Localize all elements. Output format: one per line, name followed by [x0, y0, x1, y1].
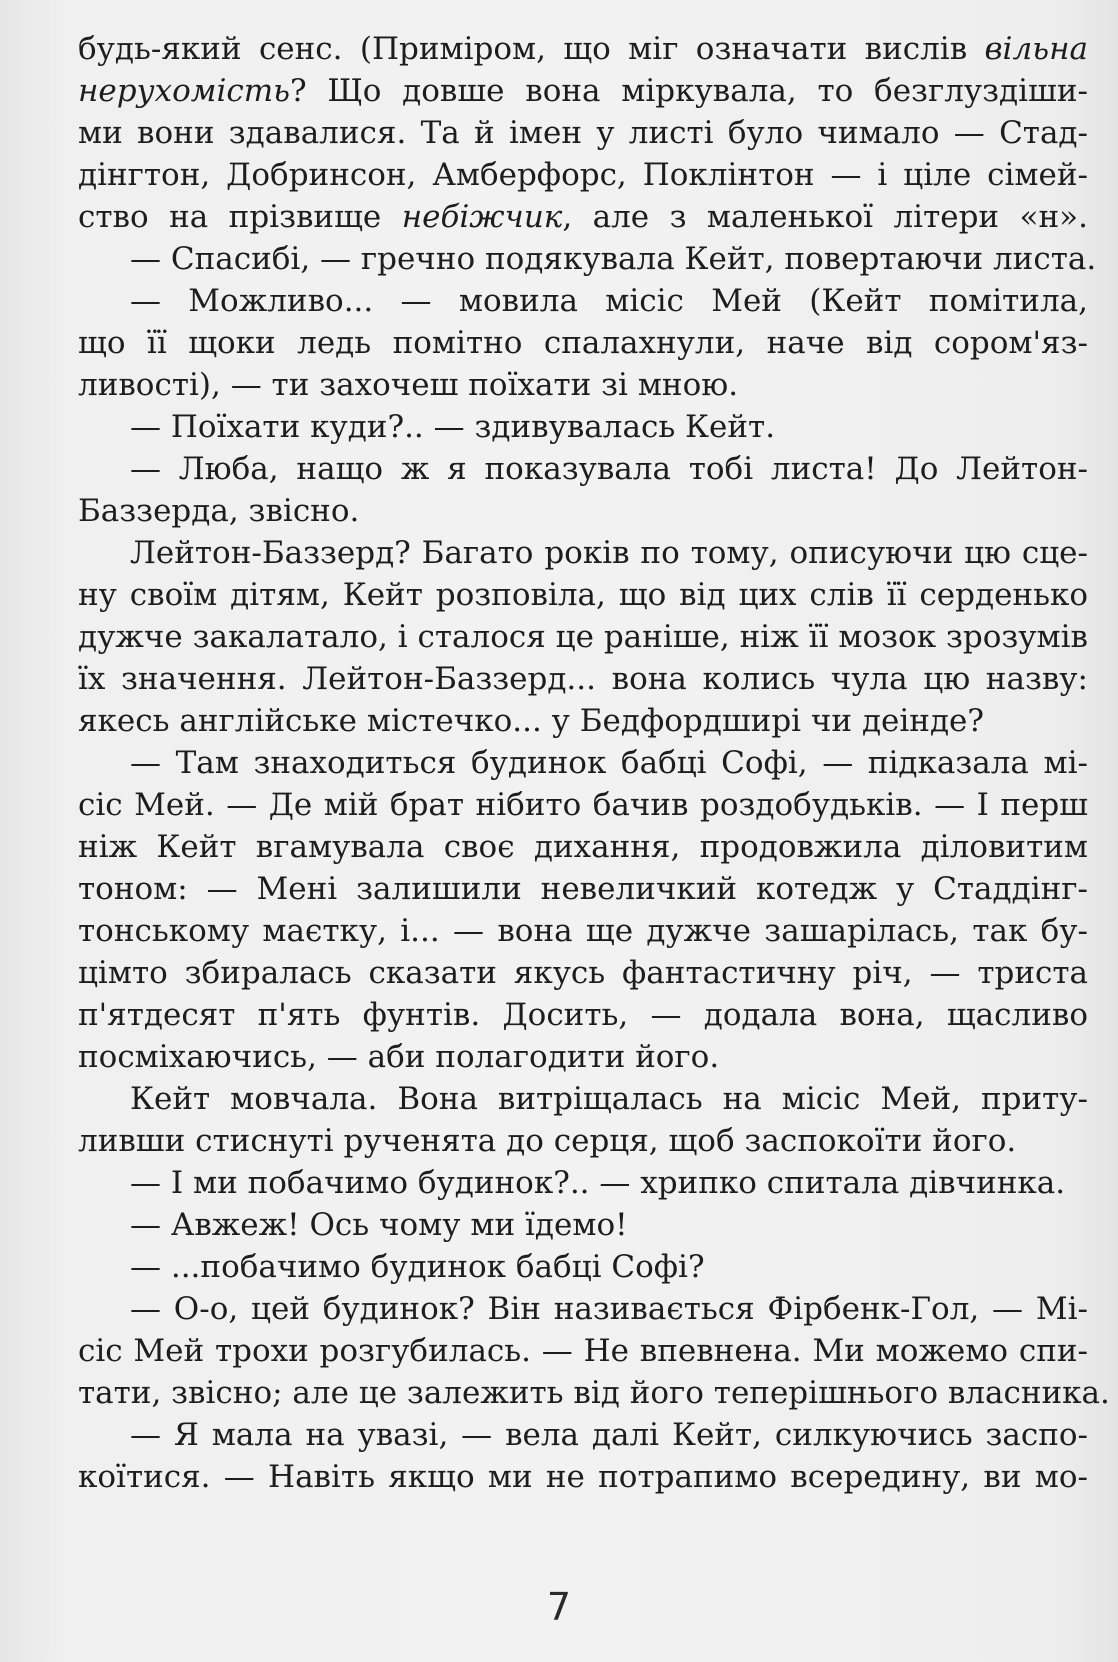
- text-line-8: що її щоки ледь помітно спалахнули, наче від сором'яз-: [78, 325, 1088, 361]
- text-line-16: їх значення. Лейтон-Баззерд... вона колись чула цю назву:: [78, 661, 1088, 697]
- text-line-21: тоном: — Мені залишили невеличкий котедж у Стаддінг-: [78, 871, 1088, 907]
- text-line-30: — ...побачимо будинок бабці Софі?: [130, 1249, 705, 1285]
- text-line-13: Лейтон-Баззерд? Багато років по тому, описуючи цю сце-: [130, 535, 1088, 571]
- text-line-19: сіс Мей. — Де мій брат нібито бачив роздобудьків. — І перш: [78, 787, 1088, 823]
- text-line-10: — Поїхати куди?.. — здивувалась Кейт.: [130, 409, 776, 445]
- text-line-15: дужче закалатало, і сталося це раніше, ніж її мозок зрозумів: [78, 619, 1088, 655]
- text-line-1: будь-який сенс. (Приміром, що міг означати вислів вільна: [78, 31, 1088, 67]
- text-line-27: ливши стиснуті рученята до серця, щоб заспокоїти його.: [78, 1123, 1017, 1159]
- text-line-18: — Там знаходиться будинок бабці Софі, — підказала мі-: [130, 745, 1088, 781]
- text-line-20: ніж Кейт вгамувала своє дихання, продовжила діловитим: [78, 829, 1088, 865]
- text-line-3: ми вони здавалися. Та й імен у листі було чимало — Стад-: [78, 115, 1088, 151]
- text-line-23: цімто збиралась сказати якусь фантастичну річ, — триста: [78, 955, 1088, 991]
- text-line-28: — І ми побачимо будинок?.. — хрипко спитала дівчинка.: [130, 1165, 1066, 1201]
- text-line-33: тати, звісно; але це залежить від його теперішнього власника.: [78, 1375, 1110, 1411]
- text-line-17: якесь англійське містечко... у Бедфордширі чи деінде?: [78, 703, 985, 739]
- text-line-22: тонському маєтку, і... — вона ще дужче зашарілась, так бу-: [78, 913, 1088, 949]
- text-line-11: — Люба, нащо ж я показувала тобі листа! До Лейтон-: [130, 451, 1088, 487]
- text-line-12: Баззерда, звісно.: [78, 493, 360, 529]
- text-line-31: — О-о, цей будинок? Він називається Фірбенк-Гол, — Мі-: [130, 1291, 1088, 1327]
- text-line-7: — Можливо... — мовила місіс Мей (Кейт помітила,: [130, 283, 1088, 319]
- page-number: 7: [546, 1585, 572, 1629]
- text-line-34: — Я мала на увазі, — вела далі Кейт, силкуючись заспо-: [130, 1417, 1088, 1453]
- text-line-4: дінгтон, Добринсон, Амберфорс, Поклінтон — і ціле сімей-: [78, 157, 1088, 193]
- text-line-14: ну своїм дітям, Кейт розповіла, що від цих слів її серденько: [78, 577, 1088, 613]
- text-line-9: ливості), — ти захочеш поїхати зі мною.: [78, 367, 739, 403]
- text-line-32: сіс Мей трохи розгубилась. — Не впевнена. Ми можемо спи-: [78, 1333, 1088, 1369]
- text-line-25: посміхаючись, — аби полагодити його.: [78, 1039, 720, 1075]
- text-line-29: — Авжеж! Ось чому ми їдемо!: [130, 1207, 628, 1243]
- text-line-2: нерухомість? Що довше вона міркувала, то безглуздіши-: [78, 73, 1088, 109]
- text-line-35: коїтися. — Навіть якщо ми не потрапимо всередину, ви мо-: [78, 1459, 1088, 1495]
- text-line-6: — Спасибі, — гречно подякувала Кейт, повертаючи листа.: [130, 241, 1097, 277]
- text-line-26: Кейт мовчала. Вона витріщалась на місіс Мей, приту-: [130, 1081, 1088, 1117]
- text-line-5: ство на прізвище небіжчик, але з маленької літери «н».: [78, 199, 1088, 235]
- text-line-24: п'ятдесят п'ять фунтів. Досить, — додала вона, щасливо: [78, 997, 1088, 1033]
